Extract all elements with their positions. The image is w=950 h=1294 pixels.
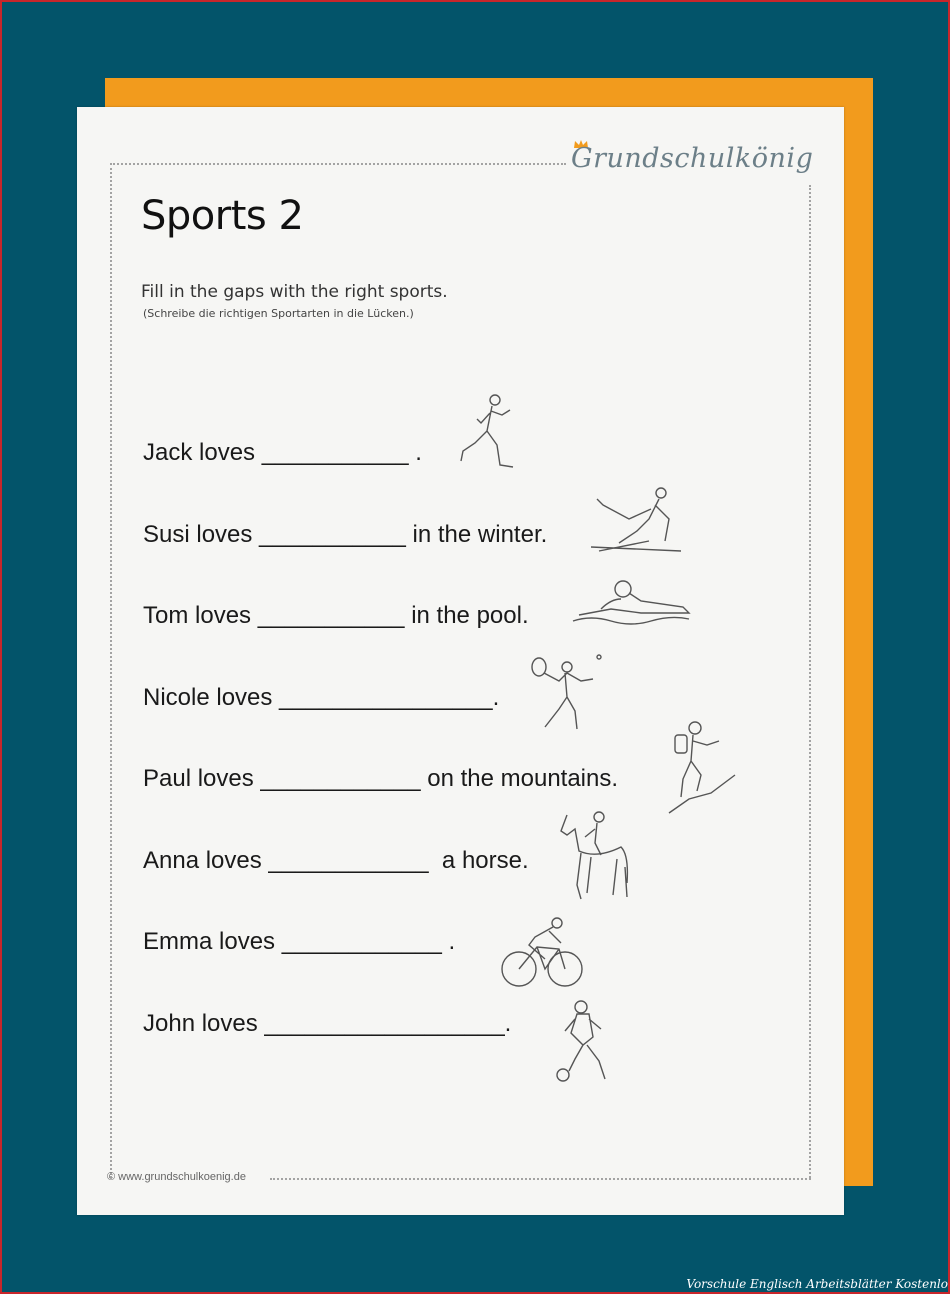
cycling-icon — [499, 915, 585, 991]
sentence-6: Anna loves ____________ a horse. — [143, 847, 529, 874]
sentence-3: Tom loves ___________ in the pool. — [143, 602, 529, 629]
dotted-border-top — [110, 163, 566, 165]
sentence-1: Jack loves ___________ . — [143, 439, 422, 466]
running-icon — [457, 391, 521, 473]
worksheet-page — [77, 107, 844, 1215]
swimming-icon — [571, 575, 693, 627]
sentence-2: Susi loves ___________ in the winter. — [143, 521, 548, 548]
football-icon — [553, 997, 615, 1087]
instruction-translation: (Schreibe die richtigen Sportarten in die Lücken.) — [143, 307, 414, 320]
dotted-border-left — [110, 163, 112, 1178]
sentence-7: Emma loves ____________ . — [143, 928, 456, 955]
footer-copyright: © www.grundschulkoenig.de — [107, 1171, 246, 1183]
badminton-icon — [529, 649, 605, 733]
horse-riding-icon — [557, 807, 633, 903]
skiing-icon — [589, 485, 683, 559]
dotted-border-right — [809, 185, 811, 1178]
dotted-border-bottom — [270, 1178, 811, 1180]
sentence-8: John loves __________________. — [143, 1010, 512, 1037]
sentence-4: Nicole loves ________________. — [143, 684, 500, 711]
worksheet-title: Sports 2 — [141, 193, 304, 239]
brand-logo: Grundschulkönig — [571, 143, 814, 174]
climbing-icon — [667, 719, 737, 815]
sentence-5: Paul loves ____________ on the mountains. — [143, 765, 619, 792]
instruction: Fill in the gaps with the right sports. — [141, 282, 448, 302]
image-caption: Vorschule Englisch Arbeitsblätter Kostenlo — [686, 1277, 948, 1291]
